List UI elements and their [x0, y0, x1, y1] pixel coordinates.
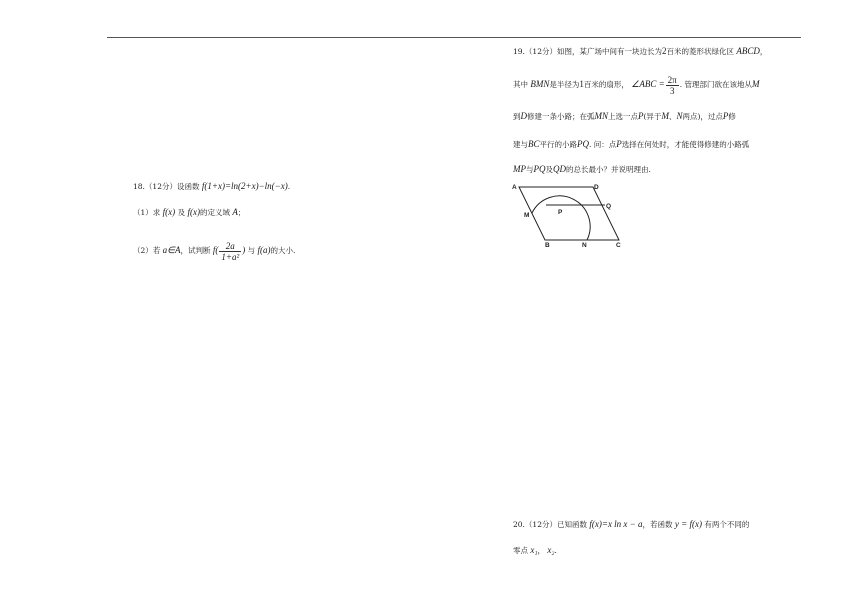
q19-line-4: 建与BC平行的小路PQ. 问：点P选择在何处时，才能使得修建的小路弧: [513, 139, 750, 149]
label-b: B: [545, 242, 550, 248]
q19-angle-fraction: $\frac{2\pi}{3}$: [667, 74, 677, 96]
label-p: P: [558, 209, 563, 216]
label-d: D: [594, 184, 599, 191]
q18-line-1: 18.（12分）设函数 f(1+x)=ln(2+x)−ln(−x).: [133, 181, 291, 191]
q19-line-5: MP与PQ及QD的总长最小？并说明理由.: [513, 164, 651, 174]
header-rule: [107, 37, 801, 38]
arc-mn: [532, 196, 590, 240]
q19-line-1: 19.（12分）如图，某广场中间有一块边长为2百米的菱形状绿化区 ABCD，: [513, 46, 768, 56]
q20-line-1: 20.（12分）已知函数 f(x)=x ln x − a，若函数 y = f(x) 有两个不同的: [513, 519, 750, 529]
q18-function: f(1+x)=ln(2+x)−ln(−x): [201, 181, 288, 191]
label-a: A: [512, 184, 517, 191]
q18-fraction: $\frac{2a}{\text{1+a²}}$: [221, 240, 240, 262]
label-q: Q: [606, 203, 612, 210]
q18-part-1: （1）求 f(x) 及 f(x)的定义域 A；: [133, 207, 246, 217]
rhombus-abcd: [519, 187, 619, 240]
q20-line-2: 零点 x₁， x₂.: [513, 545, 557, 555]
label-c: C: [616, 242, 621, 248]
label-m: M: [524, 212, 530, 219]
q18-part-2: （2）若 a∈A，试判断 f( $\frac{2a}{\text{1+a²}}$ ) 与 f(a)的大小.: [133, 240, 296, 262]
q18-heading: 18.（12分）设函数: [133, 182, 200, 191]
q19-line-3: 到D修建一条小路；在弧MN上选一点P(异于M、N两点)，过点P修: [513, 111, 736, 121]
q19-line-2: 其中 BMN是半径为1百米的扇形， ∠ABC = $\frac{2\pi}{3}$ . 管理部门欲在该地从M: [513, 74, 760, 96]
rhombus-sector-diagram: [512, 180, 624, 248]
label-n: N: [582, 242, 587, 248]
